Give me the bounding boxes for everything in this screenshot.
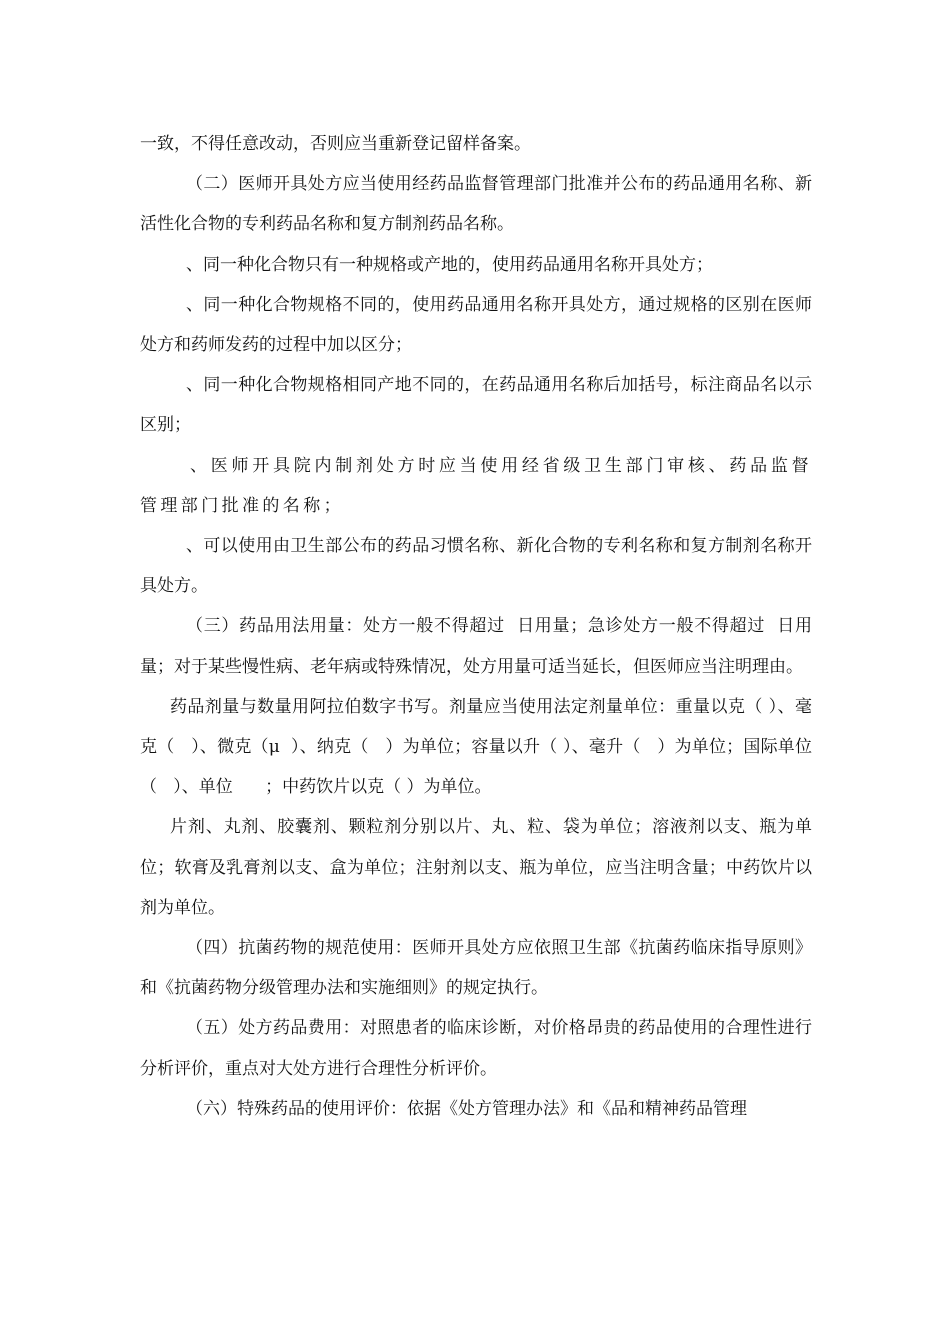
paragraph-rule-single-spec: 、同一种化合物只有一种规格或产地的，使用药品通用名称开具处方； xyxy=(186,254,713,275)
paragraph-registration-note: 一致，不得任意改动，否则应当重新登记留样备案。 xyxy=(140,134,531,154)
paragraph-rule-in-hospital: 、医师开具院内制剂处方时应当使用经省级卫生部门审核、药品监督管理部门批准的名称； xyxy=(140,455,812,516)
paragraph-section-4: （四）抗菌药物的规范使用：医师开具处方应依照卫生部《抗菌药临床指导原则》和《抗菌药物分级管理办法和实施细则》的规定执行。 xyxy=(140,938,812,999)
paragraph-section-2: （二）医师开具处方应当使用经药品监督管理部门批准并公布的药品通用名称、新活性化合物的专利药品名称和复方制剂药品名称。 xyxy=(140,174,812,235)
paragraph-section-6: （六）特殊药品的使用评价：依据《处方管理办法》和《品和精神药品管理 xyxy=(186,1098,747,1119)
document-page xyxy=(140,124,812,1129)
paragraph-rule-different-spec: 、同一种化合物规格不同的，使用药品通用名称开具处方，通过规格的区别在医师处方和药师发药的过程中加以区分； xyxy=(140,294,812,356)
paragraph-dosage-units: 药品剂量与数量用阿拉伯数字书写。剂量应当使用法定剂量单位：重量以克（ ）、毫克（ ）、微克（μ ）、纳克（ ）为单位；容量以升（ ）、毫升（ ）为单位；国际单位（ ）、单位 ；中药饮片以克（ ）为单位。 xyxy=(140,696,812,798)
paragraph-form-units: 片剂、丸剂、胶囊剂、颗粒剂分别以片、丸、粒、袋为单位；溶液剂以支、瓶为单位；软膏及乳膏剂以支、盒为单位；注射剂以支、瓶为单位，应当注明含量；中药饮片以剂为单位。 xyxy=(140,817,812,918)
paragraph-section-5: （五）处方药品费用：对照患者的临床诊断，对价格昂贵的药品使用的合理性进行分析评价，重点对大处方进行合理性分析评价。 xyxy=(140,1018,812,1079)
paragraph-rule-custom-names: 、可以使用由卫生部公布的药品习惯名称、新化合物的专利名称和复方制剂名称开具处方。 xyxy=(140,536,812,597)
paragraph-section-3: （三）药品用法用量：处方一般不得超过 日用量；急诊处方一般不得超过 日用量；对于某些慢性病、老年病或特殊情况，处方用量可适当延长，但医师应当注明理由。 xyxy=(140,616,812,677)
paragraph-rule-different-origin: 、同一种化合物规格相同产地不同的，在药品通用名称后加括号，标注商品名以示区别； xyxy=(140,375,812,436)
